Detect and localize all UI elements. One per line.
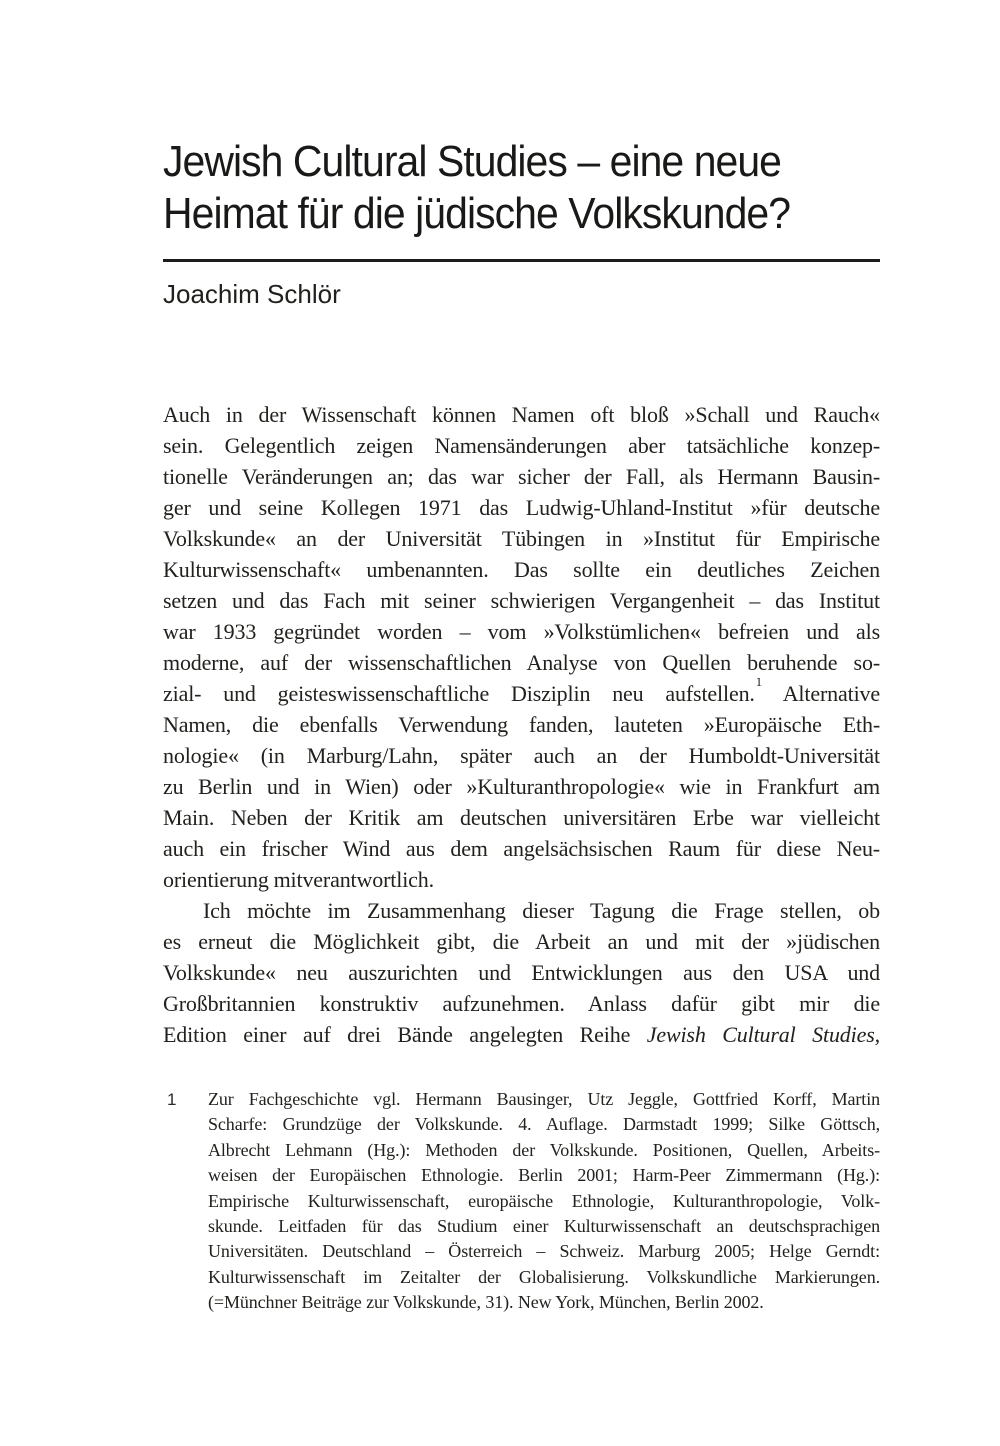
text-run: Albrecht Lehmann (Hg.): Methoden der Volkskunde. Positionen, Quellen, Arbeits- xyxy=(208,1139,880,1160)
text-run: zial- und geisteswissenschaftliche Disziplin neu aufstellen. xyxy=(163,681,755,706)
text-line xyxy=(163,678,880,709)
text-run: orientierung mitverantwortlich. xyxy=(163,867,434,892)
text-line xyxy=(163,616,880,647)
text-line xyxy=(163,523,880,554)
text-line xyxy=(163,988,880,1019)
text-run: Volkskunde« an der Universität Tübingen in »Institut für Empirische xyxy=(163,526,880,551)
text-line xyxy=(208,1087,880,1112)
text-run: Ich möchte im Zusammenhang dieser Tagung die Frage stellen, ob xyxy=(203,898,880,923)
text-run: war 1933 gegründet worden – vom »Volkstümlichen« befreien und als xyxy=(163,619,880,644)
text-line xyxy=(163,585,880,616)
text-line xyxy=(163,1019,880,1050)
text-line xyxy=(163,709,880,740)
text-run: Auch in der Wissenschaft können Namen oft bloß »Schall und Rauch« xyxy=(163,402,880,427)
text-line xyxy=(163,802,880,833)
text-line xyxy=(163,833,880,864)
text-run: Kulturwissenschaft im Zeitalter der Globalisierung. Volkskundliche Markierungen. xyxy=(208,1266,880,1287)
text-line xyxy=(163,554,880,585)
text-run: Namen, die ebenfalls Verwendung fanden, lauteten »Europäische Eth- xyxy=(163,712,880,737)
text-run: Empirische Kulturwissenschaft, europäische Ethnologie, Kulturanthropologie, Volk- xyxy=(208,1190,880,1211)
text-line xyxy=(163,461,880,492)
text-line xyxy=(163,926,880,957)
body-text xyxy=(163,399,880,1050)
text-run: skunde. Leitfaden für das Studium einer Kulturwissenschaft an deutschsprachigen xyxy=(208,1215,880,1236)
text-line xyxy=(163,771,880,802)
text-line xyxy=(208,1214,880,1239)
text-run: nologie« (in Marburg/Lahn, später auch an der Humboldt-Universität xyxy=(163,743,880,768)
footnote-number: 1 xyxy=(167,1090,177,1109)
article-title xyxy=(163,136,790,240)
footnote-text xyxy=(208,1087,880,1316)
text-run: ger und seine Kollegen 1971 das Ludwig-Uhland-Institut »für deutsche xyxy=(163,495,880,520)
text-line xyxy=(163,492,880,523)
text-line xyxy=(163,895,880,926)
text-run: (=Münchner Beiträge zur Volkskunde, 31). New York, München, Berlin 2002. xyxy=(208,1292,764,1313)
text-run: Scharfe: Grundzüge der Volkskunde. 4. Auflage. Darmstadt 1999; Silke Göttsch, xyxy=(208,1114,880,1135)
text-line xyxy=(208,1112,880,1137)
text-line xyxy=(208,1138,880,1163)
footnote-reference: 1 xyxy=(755,678,763,690)
article-title-line: Heimat für die jüdische Volkskunde? xyxy=(163,189,791,238)
text-run: weisen der Europäischen Ethnologie. Berlin 2001; Harm-Peer Zimmermann (Hg.): xyxy=(208,1165,880,1186)
text-run: Alternative xyxy=(762,681,880,706)
author-name: Joachim Schlör xyxy=(163,279,341,309)
text-run: tionelle Veränderungen an; das war sicher der Fall, als Hermann Bausin- xyxy=(163,464,880,489)
text-line xyxy=(208,1265,880,1290)
text-run: Main. Neben der Kritik am deutschen universitären Erbe war vielleicht xyxy=(163,805,880,830)
text-run: moderne, auf der wissenschaftlichen Analyse von Quellen beruhende so- xyxy=(163,650,880,675)
text-run: Kulturwissenschaft« umbenannten. Das sollte ein deutliches Zeichen xyxy=(163,557,880,582)
text-run: Zur Fachgeschichte vgl. Hermann Bausinger, Utz Jeggle, Gottfried Korff, Martin xyxy=(208,1089,880,1109)
text-run: setzen und das Fach mit seiner schwierigen Vergangenheit – das Institut xyxy=(163,588,880,613)
text-run: Großbritannien konstruktiv aufzunehmen. Anlass dafür gibt mir die xyxy=(163,991,880,1016)
text-line xyxy=(208,1290,880,1315)
footnote-block xyxy=(163,1087,880,1316)
text-run: Edition einer auf drei Bände angelegten Reihe xyxy=(163,1022,647,1047)
text-run: zu Berlin und in Wien) oder »Kulturanthropologie« wie in Frankfurt am xyxy=(163,774,880,799)
text-line xyxy=(163,399,880,430)
text-run: sein. Gelegentlich zeigen Namensänderungen aber tatsächliche konzep- xyxy=(163,433,880,458)
text-line xyxy=(163,740,880,771)
text-line xyxy=(208,1239,880,1264)
text-run: Volkskunde« neu auszurichten und Entwicklungen aus den USA und xyxy=(163,960,880,985)
text-run: auch ein frischer Wind aus dem angelsächsischen Raum für diese Neu- xyxy=(163,836,880,861)
text-line xyxy=(163,430,880,461)
text-line xyxy=(208,1189,880,1214)
text-line xyxy=(163,864,880,895)
title-divider-rule xyxy=(163,259,880,262)
italic-text: Jewish Cultural Studies, xyxy=(646,1022,880,1047)
text-line xyxy=(163,957,880,988)
article-title-line: Jewish Cultural Studies – eine neue xyxy=(163,137,782,186)
text-run: Universitäten. Deutschland – Österreich – Schweiz. Marburg 2005; Helge Gerndt: xyxy=(208,1241,880,1262)
text-run: es erneut die Möglichkeit gibt, die Arbeit an und mit der »jüdischen xyxy=(163,929,880,954)
text-line xyxy=(163,647,880,678)
text-line xyxy=(208,1163,880,1188)
